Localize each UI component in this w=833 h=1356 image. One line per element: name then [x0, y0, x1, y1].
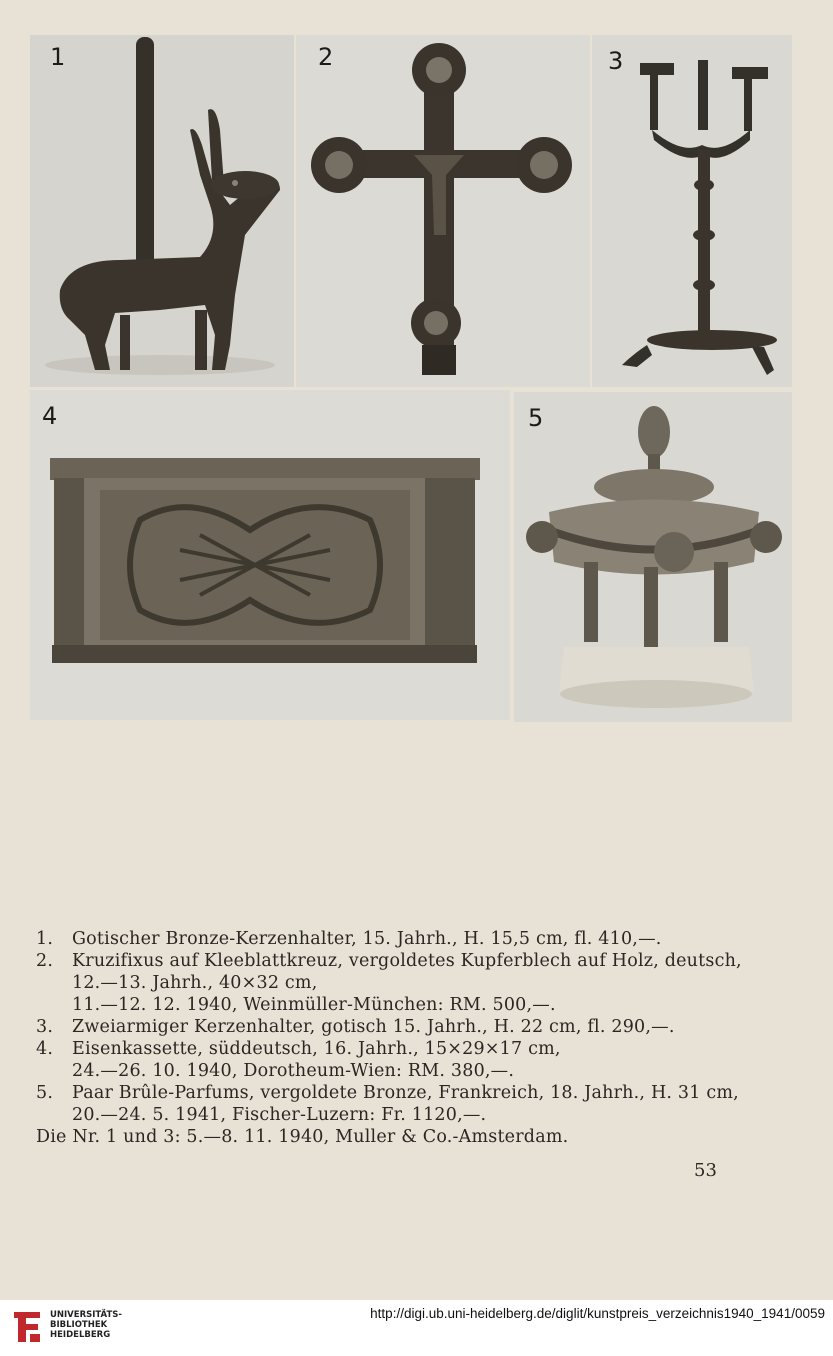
- page-number: 53: [694, 1160, 717, 1181]
- plate-4: [30, 390, 510, 720]
- caption-text: [72, 1082, 796, 1126]
- caption-text: [72, 1016, 796, 1038]
- plate-number: 1: [50, 43, 66, 71]
- caption-line: 11.—12. 12. 1940, Weinmüller-München: RM. 500,—.: [72, 995, 556, 1015]
- caption-2: [36, 950, 796, 1016]
- plate-3: [592, 35, 792, 387]
- caption-line: 24.—26. 10. 1940, Dorotheum-Wien: RM. 380,—.: [72, 1061, 515, 1081]
- plate-5: [514, 392, 792, 722]
- plate-1: [30, 35, 294, 387]
- caption-line: 20.—24. 5. 1941, Fischer-Luzern: Fr. 1120,—.: [72, 1105, 487, 1125]
- brule-parfum-image: [514, 392, 792, 722]
- plate-number: 2: [318, 43, 334, 71]
- caption-number: 4.: [36, 1039, 54, 1059]
- captions: [36, 928, 796, 1148]
- library-line: UNIVERSITÄTS-: [50, 1310, 122, 1320]
- caption-line: Zweiarmiger Kerzenhalter, gotisch 15. Jahrh., H. 22 cm, fl. 290,—.: [72, 1017, 675, 1037]
- library-line: BIBLIOTHEK: [50, 1320, 108, 1330]
- two-arm-candleholder-image: [592, 35, 792, 387]
- caption-line: Kruzifixus auf Kleeblattkreuz, vergoldetes Kupferblech auf Holz, deutsch,: [72, 951, 742, 971]
- plate-number: 5: [528, 404, 544, 432]
- library-name: [50, 1310, 122, 1340]
- source-url-link[interactable]: http://digi.ub.uni-heidelberg.de/diglit/kunstpreis_verzeichnis1940_1941/0059: [370, 1306, 825, 1321]
- caption-line: Eisenkassette, süddeutsch, 16. Jahrh., 15×29×17 cm,: [72, 1039, 561, 1059]
- viewer-footer: [0, 1300, 833, 1356]
- caption-text: [72, 1038, 796, 1082]
- iron-casket-image: [30, 390, 510, 720]
- caption-text: [72, 950, 796, 1016]
- caption-number: 2.: [36, 951, 54, 971]
- caption-1: [36, 928, 796, 950]
- caption-4: [36, 1038, 796, 1082]
- crucifix-image: [296, 35, 590, 387]
- caption-line: Paar Brûle-Parfums, vergoldete Bronze, Frankreich, 18. Jahrh., H. 31 cm,: [72, 1083, 739, 1103]
- caption-number: 3.: [36, 1017, 54, 1037]
- caption-text: [72, 928, 796, 950]
- plate-number: 3: [608, 47, 624, 75]
- caption-5: [36, 1082, 796, 1126]
- caption-line: 12.—13. Jahrh., 40×32 cm,: [72, 973, 318, 993]
- library-line: HEIDELBERG: [50, 1330, 111, 1340]
- university-logo-icon[interactable]: [8, 1306, 46, 1348]
- plate-2: [296, 35, 590, 387]
- footer-note: Die Nr. 1 und 3: 5.—8. 11. 1940, Muller & Co.-Amsterdam.: [36, 1127, 569, 1147]
- caption-3: [36, 1016, 796, 1038]
- candleholder-animal-image: [30, 35, 294, 387]
- caption-number: 5.: [36, 1083, 54, 1103]
- plate-number: 4: [42, 402, 58, 430]
- caption-line: Gotischer Bronze-Kerzenhalter, 15. Jahrh., H. 15,5 cm, fl. 410,—.: [72, 929, 662, 949]
- caption-number: 1.: [36, 929, 54, 949]
